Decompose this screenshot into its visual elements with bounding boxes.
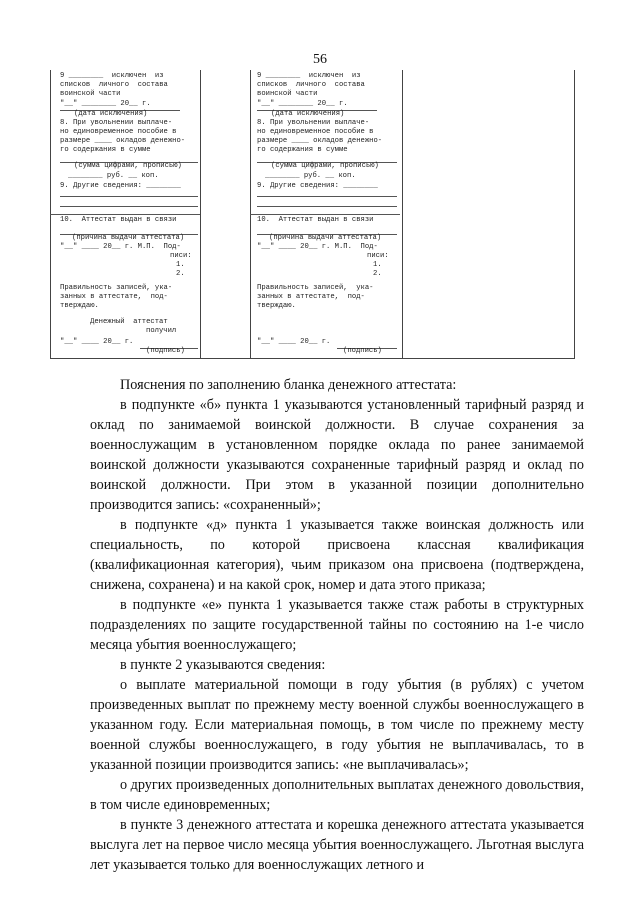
- form-field-caption: (причина выдачи аттестата): [269, 234, 382, 242]
- form-field-caption: (подпись): [146, 347, 185, 355]
- form-field-text: занных в аттестате, под-: [257, 293, 365, 301]
- form-field-text: писи:: [367, 252, 389, 260]
- form-blank-line: [50, 214, 200, 215]
- paragraph: о других произведенных дополнительных выплатах денежного довольствия, в том числе единовременных;: [90, 777, 584, 813]
- form-field-text: тверждаю.: [60, 302, 99, 310]
- form-field-text: го содержания в сумме: [257, 146, 348, 154]
- form-field-text: 2.: [176, 270, 185, 278]
- form-field-text: ________ руб. __ коп.: [265, 172, 356, 180]
- form-field-text: получил: [146, 327, 177, 335]
- form-field-text: 2.: [373, 270, 382, 278]
- form-field-text: Денежный аттестат: [90, 318, 168, 326]
- scanned-form-fragment: [50, 70, 575, 360]
- form-field-text: 9. Другие сведения: ________: [257, 182, 378, 190]
- form-field-caption: (дата исключения): [74, 110, 148, 118]
- form-field-text: но единовременное пособие в: [257, 128, 374, 136]
- form-blank-line: [257, 206, 397, 207]
- form-field-text: 10. Аттестат выдан в связи: [60, 216, 177, 224]
- form-field-text: Правильность записей, ука-: [60, 284, 173, 292]
- form-field-text: размере ____ окладов денежно-: [60, 137, 186, 145]
- form-field-text: 1.: [373, 261, 382, 269]
- form-field-text: 9 ________ исключен из: [257, 72, 361, 80]
- paragraph: в подпункте «б» пункта 1 указываются установленный тарифный разряд и оклад по занимаемой воинской должности. В случае сохранения за военнослужащим в установленном порядке оклада по ранее занимаемой воинской должности указываются сохраненные тарифный разряд и оклад по воинской должности. При этом в указанной позиции дополнительно производится запись: «сохраненный»;: [90, 397, 584, 513]
- form-field-text: занных в аттестате, под-: [60, 293, 168, 301]
- form-blank-line: [60, 206, 198, 207]
- form-field-caption: (причина выдачи аттестата): [72, 234, 185, 242]
- paragraph: в пункте 2 указываются сведения:: [120, 657, 326, 673]
- paragraph: в подпункте «е» пункта 1 указывается также стаж работы в структурных подразделениях по защите государственной тайны по состоянию на 1-е число месяца убытия военнослужащего;: [90, 597, 584, 653]
- form-divider: [200, 70, 201, 358]
- form-field-text: Правильность записей, ука-: [257, 284, 374, 292]
- form-field-caption: (подпись): [343, 347, 382, 355]
- form-field-text: 9. Другие сведения: ________: [60, 182, 181, 190]
- explanatory-text: [90, 375, 584, 875]
- form-field-text: но единовременное пособие в: [60, 128, 177, 136]
- form-field-text: писи:: [170, 252, 192, 260]
- form-field-caption: (сумма цифрами, прописью): [271, 162, 379, 170]
- page-number: 56: [313, 52, 327, 67]
- form-field-text: воинской части: [60, 90, 121, 98]
- form-divider: [402, 70, 403, 358]
- form-field-text: списков личного состава: [60, 81, 168, 89]
- form-field-text: "__" ____ 20__ г. М.П. Под-: [60, 243, 181, 251]
- form-blank-line: [257, 196, 397, 197]
- paragraph: в пункте 3 денежного аттестата и корешка денежного аттестата указывается выслуга лет на первое число месяца убытия военнослужащего. Льготная выслуга лет указывается только для военнослужащих летного и: [90, 817, 584, 873]
- form-bottom-rule: [50, 358, 575, 359]
- form-field-text: 9 ________ исключен из: [60, 72, 164, 80]
- form-field-text: "__" ________ 20__ г.: [60, 100, 151, 108]
- form-field-text: "__" ____ 20__ г.: [257, 338, 331, 346]
- form-field-caption: (дата исключения): [271, 110, 345, 118]
- form-field-text: размере ____ окладов денежно-: [257, 137, 383, 145]
- form-field-text: 10. Аттестат выдан в связи: [257, 216, 374, 224]
- paragraph: о выплате материальной помощи в году убытия (в рублях) с учетом произведенных выплат по прежнему месту военной службы военнослужащего в указанном году. Если материальная помощь, в том числе по прежнему месту военной службы военнослужащего, в году убытия не выплачивалась, то в указанной позиции производится запись: «не выплачивалась»;: [90, 677, 584, 773]
- form-blank-line: [250, 214, 400, 215]
- form-field-text: ________ руб. __ коп.: [68, 172, 159, 180]
- form-field-text: "__" ________ 20__ г.: [257, 100, 348, 108]
- form-field-text: "__" ____ 20__ г.: [60, 338, 134, 346]
- form-field-caption: (сумма цифрами, прописью): [74, 162, 182, 170]
- form-border-right: [574, 70, 575, 358]
- form-field-text: воинской части: [257, 90, 318, 98]
- form-field-text: "__" ____ 20__ г. М.П. Под-: [257, 243, 378, 251]
- form-field-text: 8. При увольнении выплаче-: [257, 119, 370, 127]
- form-field-text: 8. При увольнении выплаче-: [60, 119, 173, 127]
- form-field-text: го содержания в сумме: [60, 146, 151, 154]
- form-field-text: списков личного состава: [257, 81, 365, 89]
- section-heading: Пояснения по заполнению бланка денежного аттестата:: [120, 377, 457, 393]
- form-field-text: тверждаю.: [257, 302, 296, 310]
- form-blank-line: [60, 196, 198, 197]
- form-field-text: 1.: [176, 261, 185, 269]
- paragraph: в подпункте «д» пункта 1 указывается также воинская должность или специальность, по которой присвоена классная квалификация (квалификационная категория), чьим приказом она присвоена (подтверждена, снижена, сохранена) и на какой срок, номер и дата этого приказа;: [90, 517, 584, 593]
